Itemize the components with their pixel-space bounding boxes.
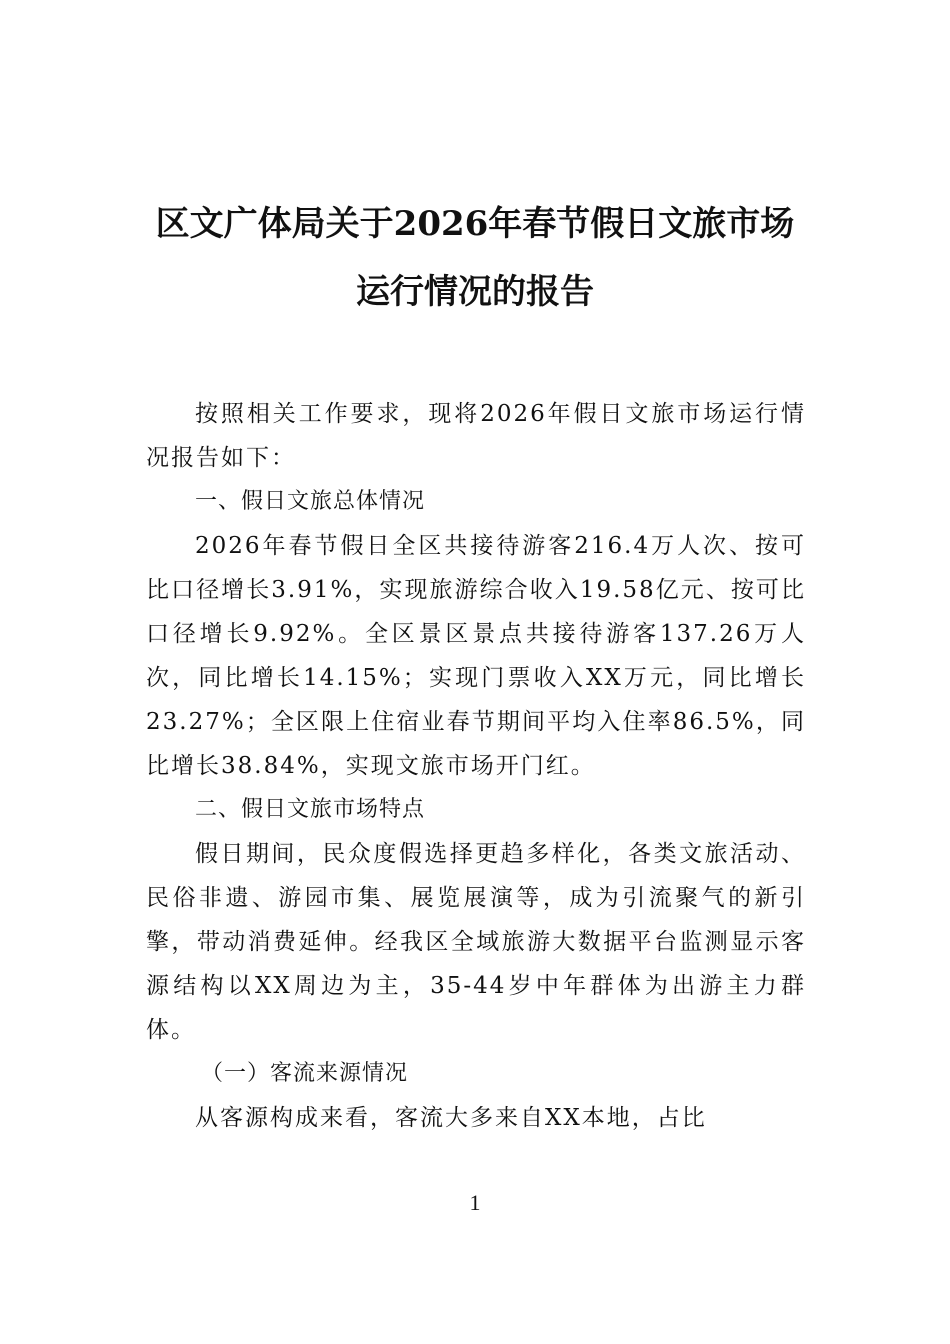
intro-paragraph: 按照相关工作要求，现将2026年假日文旅市场运行情况报告如下： <box>146 401 806 471</box>
page-number: 1 <box>469 1190 481 1215</box>
section-1-paragraph: 2026年春节假日全区共接待游客216.4万人次、按可比口径增长3.91%，实现旅游综合收入19.58亿元、按可比口径增长9.92%。全区景区景点共接待游客137.26万人次，同比增长14.15%；实现门票收入XX万元，同比增长23.27%；全区限上住宿业春节期间平均入住率86.5%，同比增长38.84%，实现文旅市场开门红。 <box>146 533 806 779</box>
document-title-line-2: 运行情况的报告 <box>356 272 594 312</box>
document-title-line-1: 区文广体局关于2026年春节假日文旅市场 <box>155 204 795 244</box>
section-1-heading: 一、假日文旅总体情况 <box>195 489 426 514</box>
section-2-heading: 二、假日文旅市场特点 <box>195 797 426 822</box>
section-2-paragraph: 假日期间，民众度假选择更趋多样化，各类文旅活动、民俗非遗、游园市集、展览展演等，成为引流聚气的新引擎，带动消费延伸。经我区全域旅游大数据平台监测显示客源结构以XX周边为主，35-44岁中年群体为出游主力群体。 <box>146 841 806 1043</box>
subsection-1-paragraph: 从客源构成来看，客流大多来自XX本地，占比 <box>195 1105 707 1131</box>
document-body <box>146 392 806 1140</box>
subsection-1-heading: （一）客流来源情况 <box>201 1061 409 1086</box>
